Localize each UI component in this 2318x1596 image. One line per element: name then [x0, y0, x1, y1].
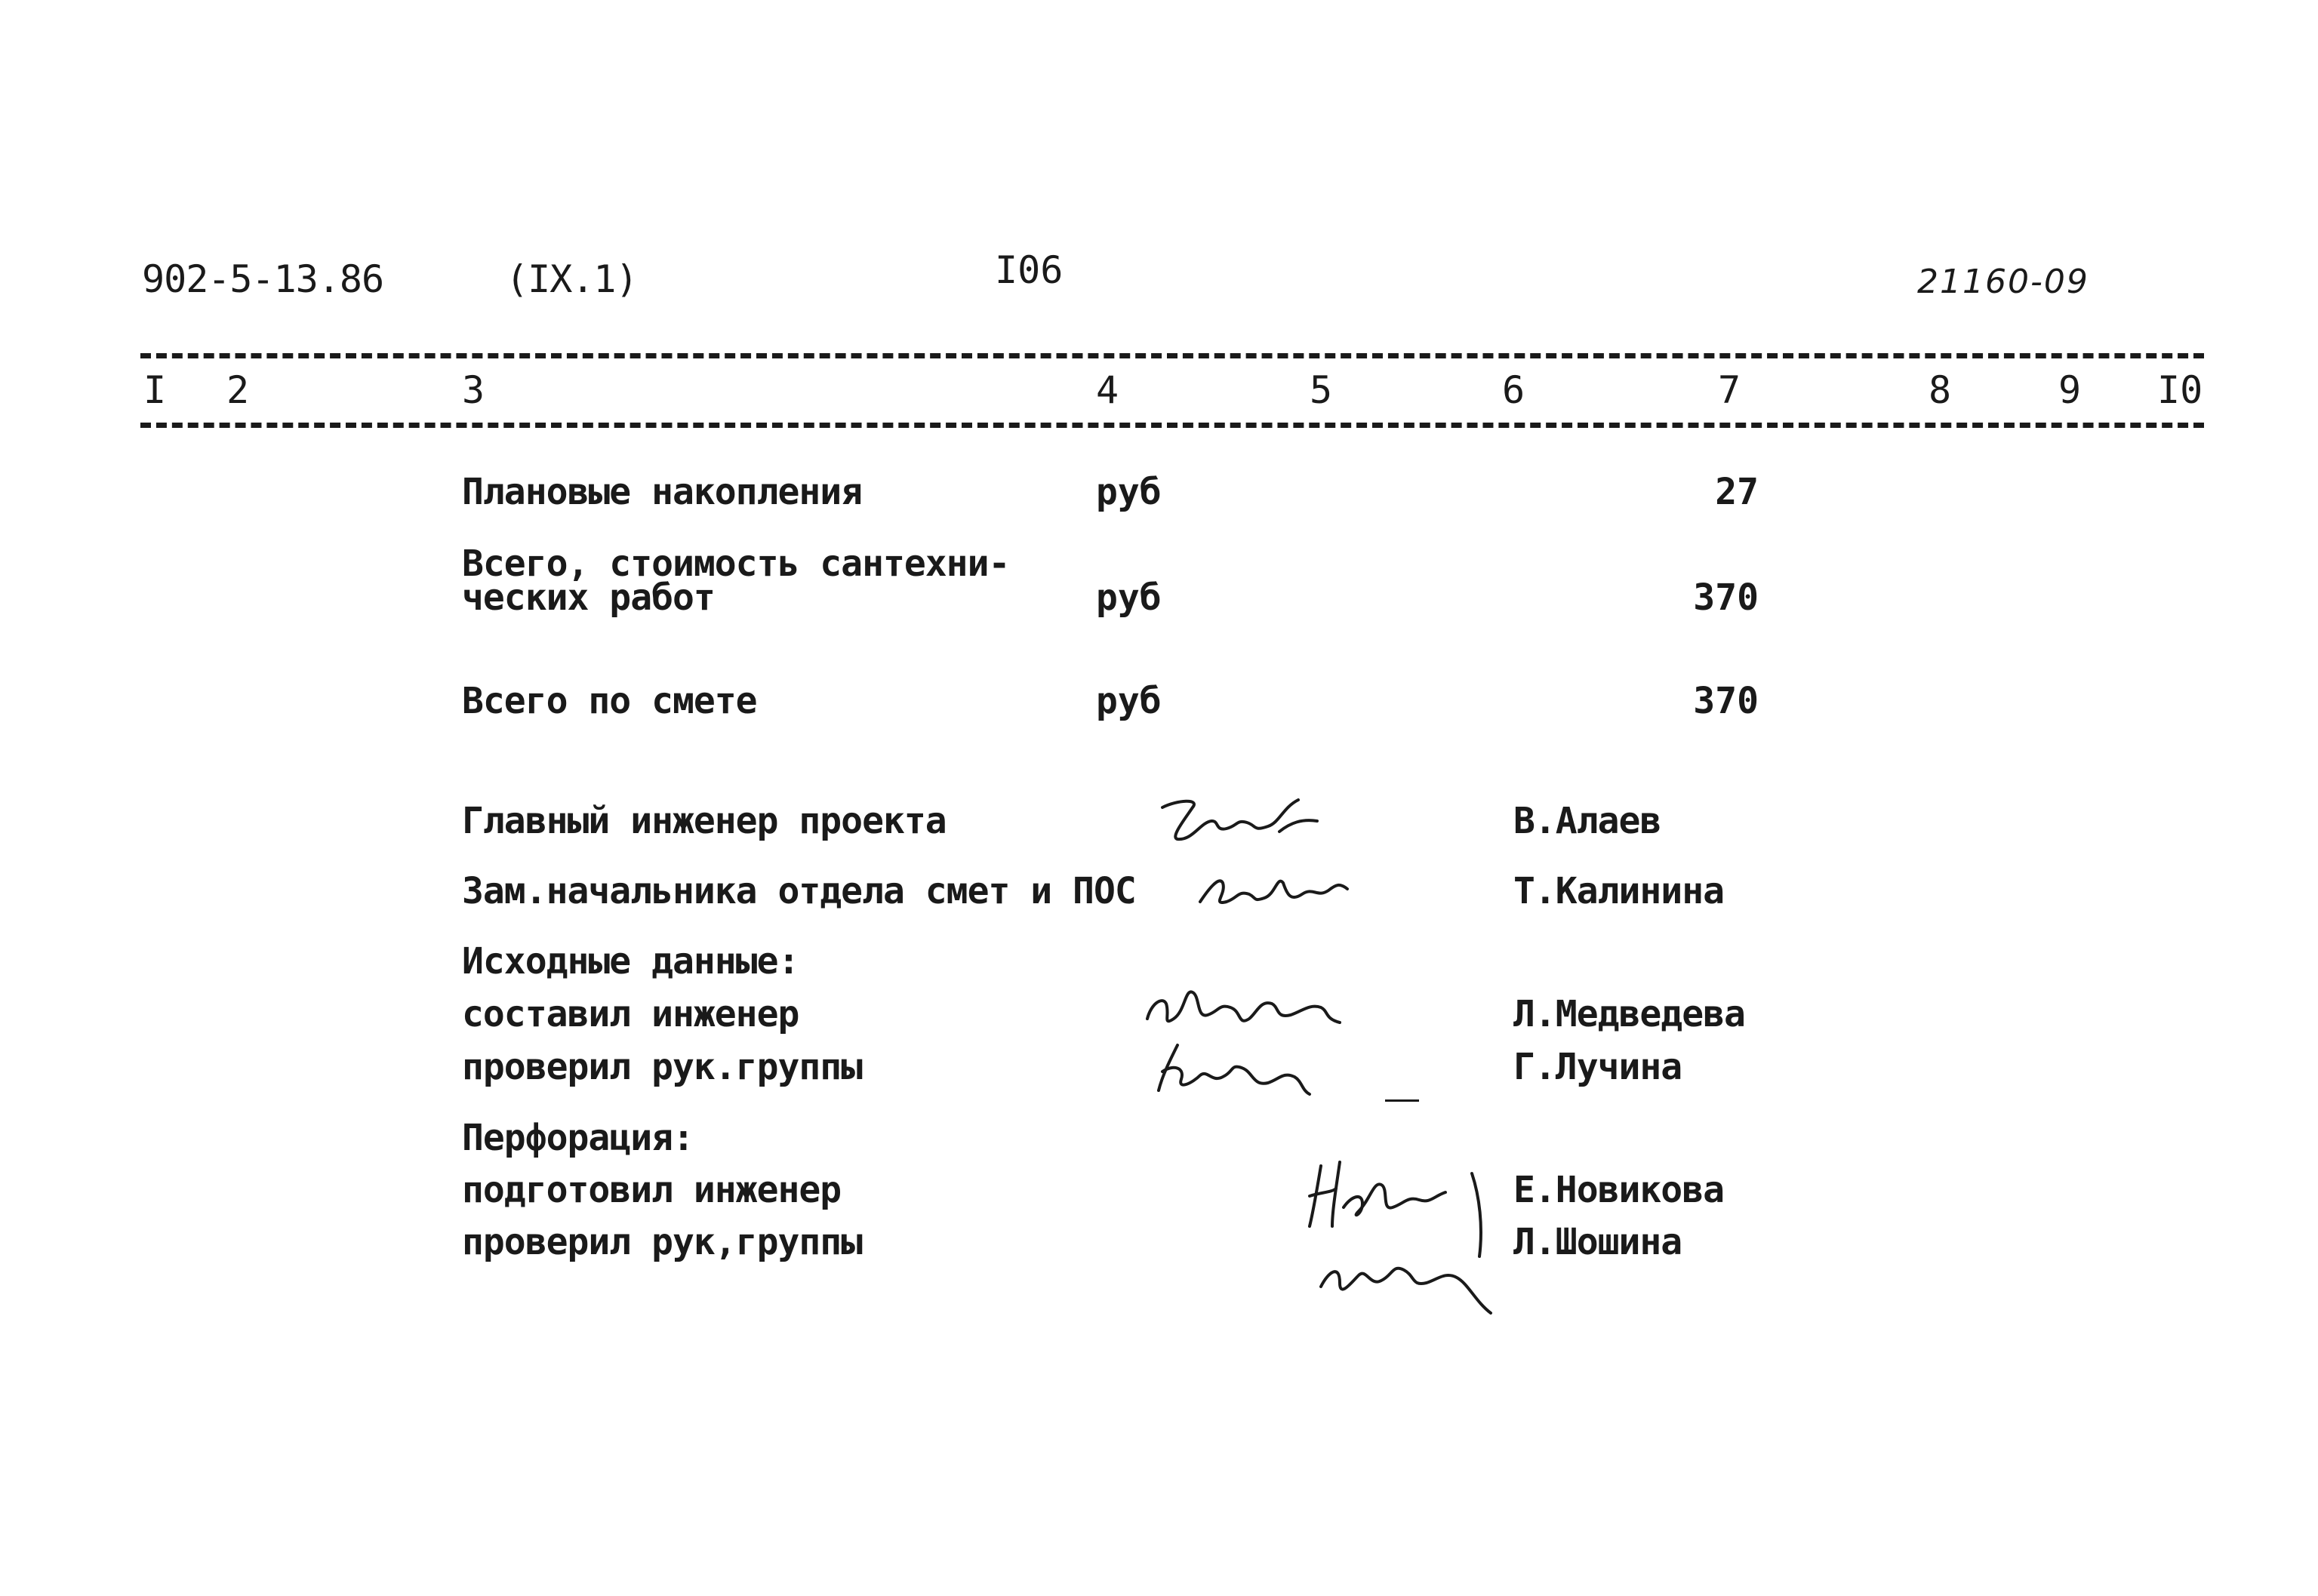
- compiled-by-label: составил инженер: [462, 993, 799, 1035]
- row-value: 370: [1693, 680, 1759, 722]
- blank-mark: [1385, 1099, 1419, 1102]
- row-label: Всего по смете: [462, 680, 757, 722]
- deputy-head-name: Т.Калинина: [1513, 870, 1724, 912]
- chief-engineer-name: В.Алаев: [1513, 800, 1661, 842]
- column-number: I0: [2157, 368, 2203, 412]
- column-number: 2: [226, 368, 250, 412]
- prepared-by-name: Е.Новикова: [1513, 1169, 1724, 1211]
- column-number: 5: [1310, 368, 1333, 412]
- column-number: 7: [1718, 368, 1741, 412]
- row-unit: руб: [1096, 577, 1162, 619]
- table-header-rule: [140, 423, 2204, 428]
- section-code: (IX.1): [506, 257, 638, 301]
- chief-engineer-label: Главный инженер проекта: [462, 800, 947, 842]
- perforation-checked-name: Л.Шошина: [1513, 1221, 1682, 1263]
- row-label: Всего, стоимость сантехни-: [462, 543, 1010, 585]
- table-top-rule: [140, 353, 2204, 358]
- row-label-continuation: ческих работ: [462, 577, 715, 619]
- column-number: 8: [1929, 368, 1952, 412]
- chief-engineer-signature: [1147, 785, 1328, 853]
- perforation-heading: Перфорация:: [462, 1117, 694, 1159]
- column-number: 4: [1096, 368, 1119, 412]
- document-code: 902-5-13.86: [142, 257, 384, 301]
- prepared-by-label: подготовил инженер: [462, 1169, 842, 1211]
- inventory-number: 21160-09: [1917, 263, 2089, 301]
- row-unit: руб: [1096, 471, 1162, 513]
- column-number: I: [143, 368, 167, 412]
- checked-by-signature: [1140, 1030, 1336, 1113]
- checked-by-label: проверил рук.группы: [462, 1046, 863, 1088]
- deputy-head-label: Зам.начальника отдела смет и ПОС: [462, 870, 1136, 912]
- row-unit: руб: [1096, 680, 1162, 722]
- compiled-by-name: Л.Медведева: [1513, 993, 1745, 1035]
- column-number: 6: [1502, 368, 1525, 412]
- column-number: 9: [2058, 368, 2082, 412]
- column-number: 3: [462, 368, 485, 412]
- perforation-checked-label: проверил рук,группы: [462, 1221, 863, 1263]
- row-value: 370: [1693, 577, 1759, 619]
- deputy-head-signature: [1193, 860, 1359, 921]
- checked-by-name: Г.Лучина: [1513, 1046, 1682, 1088]
- page-number: I06: [995, 248, 1064, 292]
- perforation-signatures: [1298, 1151, 1510, 1324]
- source-data-heading: Исходные данные:: [462, 940, 799, 983]
- row-label: Плановые накопления: [462, 471, 863, 513]
- row-value: 27: [1715, 471, 1759, 513]
